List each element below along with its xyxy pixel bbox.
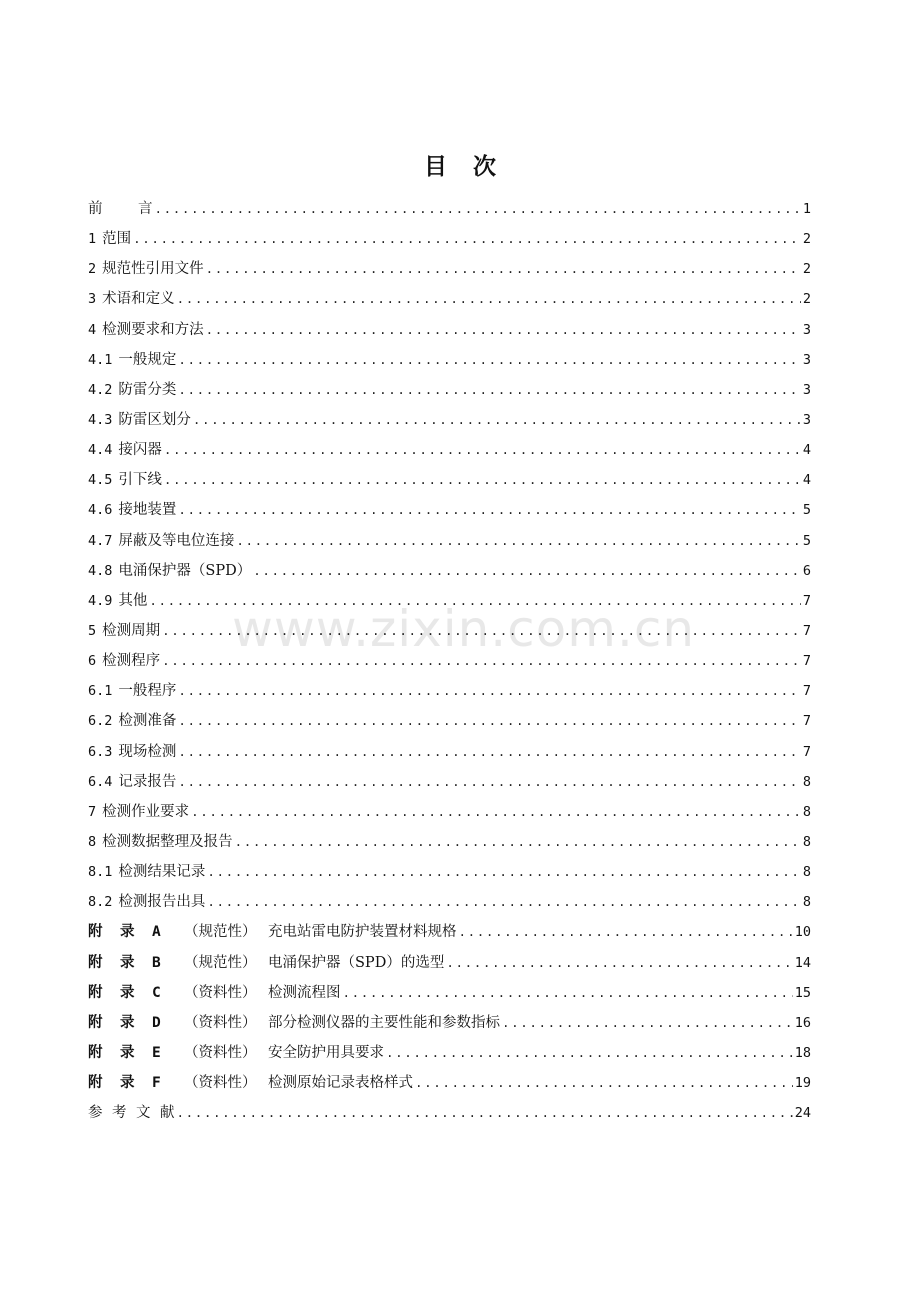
toc-entry-section[interactable] [88,857,811,887]
section-title: 检测报告出具 [118,894,206,911]
toc-entry-preface[interactable] [88,194,811,224]
section-number: 6.2 [88,713,113,730]
appendix-title: 充电站雷电防护装置材料规格 [268,924,457,941]
toc-entry-section[interactable] [88,737,811,767]
dot-leader [236,526,800,556]
toc-entry-appendix[interactable] [88,917,811,947]
toc-entry-label [88,917,457,947]
toc-page-number: 4 [802,442,811,459]
section-number: 4.6 [88,502,113,519]
toc-entry-appendix[interactable] [88,978,811,1008]
appendix-letter: F [152,1075,161,1092]
appendix-word-2: 录 [120,983,135,1001]
toc-entry-label [88,315,204,345]
toc-entry-section[interactable] [88,315,811,345]
toc-page-number: 7 [802,592,811,609]
dot-leader [178,737,800,767]
section-title: 术语和定义 [102,291,175,308]
toc-entry-label [88,224,131,254]
section-number: 4 [88,321,97,338]
toc-entry-label [88,556,251,586]
appendix-letter: A [152,924,161,941]
section-title: 引下线 [118,472,162,489]
toc-page-number: 15 [794,984,811,1001]
toc-entry-label [88,948,444,978]
section-title: 屏蔽及等电位连接 [118,532,235,549]
section-title: 其他 [118,592,148,609]
appendix-letter: C [152,984,161,1001]
appendix-word-1: 附 [88,1074,103,1092]
section-number: 5 [88,622,97,639]
section-number: 6.3 [88,743,113,760]
section-number: 6.1 [88,683,113,700]
appendix-title: 检测流程图 [268,984,341,1001]
toc-entry-appendix[interactable] [88,1068,811,1098]
toc-page-number: 3 [802,381,811,398]
dot-leader [207,887,800,917]
toc-entry-appendix[interactable] [88,948,811,978]
section-number: 6.4 [88,773,113,790]
toc-entry-label [88,978,341,1008]
title-char-2: 次 [473,154,496,180]
dot-leader [446,948,792,978]
toc-entry-label [88,586,147,616]
toc-entry-section[interactable] [88,646,811,676]
toc-entry-label [88,616,160,646]
table-of-contents [88,194,811,1128]
section-number: 6 [88,653,97,670]
dot-leader [177,284,801,314]
toc-page-number: 4 [802,472,811,489]
toc-entry-label [88,1038,384,1068]
dot-leader [206,254,801,284]
appendix-word-2: 录 [120,1074,135,1092]
section-title: 检测周期 [102,622,161,639]
toc-page-number: 18 [794,1044,811,1061]
section-number: 1 [88,231,97,248]
appendix-kind: （资料性） [184,1014,257,1031]
toc-page-number: 8 [802,894,811,911]
toc-entry-section[interactable] [88,767,811,797]
dot-leader [149,586,800,616]
dot-leader [155,194,801,224]
toc-page-number: 3 [802,351,811,368]
toc-entry-label [88,857,205,887]
appendix-title: 部分检测仪器的主要性能和参数指标 [268,1014,500,1031]
watermark: www.zixin.com.cn [232,600,696,658]
dot-leader [164,465,801,495]
appendix-title: 安全防护用具要求 [268,1044,384,1061]
toc-entry-section[interactable] [88,405,811,435]
appendix-kind: （规范性） [184,954,257,971]
toc-entry-label [88,827,233,857]
section-number: 4.4 [88,442,113,459]
dot-leader [162,646,801,676]
appendix-word-1: 附 [88,1043,103,1061]
section-title: 一般程序 [118,683,177,700]
dot-leader [253,556,801,586]
title-char-1: 目 [424,154,447,180]
toc-page-number: 2 [802,291,811,308]
toc-page-number: 8 [802,864,811,881]
appendix-kind: （规范性） [184,924,257,941]
appendix-kind: （资料性） [184,984,257,1001]
appendix-word-2: 录 [120,1013,135,1031]
dot-leader [206,315,801,345]
appendix-word-1: 附 [88,953,103,971]
dot-leader [178,495,800,525]
appendix-kind: （资料性） [184,1044,257,1061]
dot-leader [459,917,793,947]
toc-entry-section[interactable] [88,495,811,525]
section-number: 8.1 [88,864,113,881]
toc-page-number: 8 [802,803,811,820]
toc-entry-label: 前 言 [88,201,153,217]
appendix-title: 电涌保护器（SPD）的选型 [268,954,445,971]
toc-page-number: 19 [794,1075,811,1092]
toc-entry-section[interactable] [88,526,811,556]
toc-entry-label [88,797,189,827]
dot-leader [178,676,800,706]
toc-entry-section[interactable] [88,556,811,586]
toc-page-number: 14 [794,954,811,971]
section-title: 检测作业要求 [102,803,190,820]
appendix-word-1: 附 [88,983,103,1001]
toc-entry-label [88,495,176,525]
dot-leader [415,1068,793,1098]
appendix-kind: （资料性） [184,1075,257,1092]
toc-entry-section[interactable] [88,465,811,495]
toc-entry-label [88,767,176,797]
appendix-word-1: 附 [88,1013,103,1031]
section-number: 4.2 [88,381,113,398]
dot-leader [193,405,801,435]
toc-entry-section[interactable] [88,284,811,314]
toc-entry-section[interactable] [88,254,811,284]
toc-entry-label [88,737,176,767]
dot-leader [178,375,800,405]
toc-entry-section[interactable] [88,827,811,857]
toc-entry-label [88,284,175,314]
toc-page-number: 24 [794,1105,811,1122]
section-title: 防雷分类 [118,381,177,398]
toc-entry-label [88,345,176,375]
section-number: 7 [88,803,97,820]
section-number: 2 [88,261,97,278]
appendix-letter: D [152,1014,161,1031]
toc-entry-section[interactable] [88,345,811,375]
dot-leader [386,1038,793,1068]
toc-entry-label [88,254,204,284]
toc-entry-label [88,1068,413,1098]
section-title: 检测要求和方法 [102,321,204,338]
toc-entry-section[interactable] [88,435,811,465]
section-number: 4.3 [88,411,113,428]
toc-entry-label [88,405,191,435]
toc-entry-references[interactable] [88,1098,811,1128]
section-number: 4.8 [88,562,113,579]
toc-page-number: 1 [802,201,811,217]
appendix-word-2: 录 [120,923,135,941]
toc-entry-label [88,676,176,706]
section-title: 检测程序 [102,653,161,670]
toc-entry-section[interactable] [88,676,811,706]
dot-leader [177,1098,793,1128]
toc-entry-section[interactable] [88,706,811,736]
toc-entry-label [88,435,162,465]
section-title: 电涌保护器（SPD） [118,562,252,579]
section-number: 4.7 [88,532,113,549]
toc-entry-label [88,706,176,736]
toc-page-number: 7 [802,683,811,700]
toc-page-number: 3 [802,321,811,338]
toc-page-number: 2 [802,261,811,278]
toc-page-number: 8 [802,833,811,850]
toc-page-number: 6 [802,562,811,579]
toc-page-number: 10 [794,924,811,941]
toc-page-number: 5 [802,532,811,549]
dot-leader [162,616,801,646]
toc-entry-label [88,375,176,405]
toc-entry-section[interactable] [88,224,811,254]
section-title: 规范性引用文件 [102,261,204,278]
dot-leader [178,706,800,736]
toc-entry-section[interactable] [88,797,811,827]
toc-entry-label [88,526,234,556]
toc-page-number: 2 [802,231,811,248]
toc-page-number: 16 [794,1014,811,1031]
toc-entry-appendix[interactable] [88,1038,811,1068]
toc-page-number: 8 [802,773,811,790]
section-title: 记录报告 [118,773,177,790]
section-number: 3 [88,291,97,308]
toc-page-number: 7 [802,713,811,730]
dot-leader [235,827,801,857]
dot-leader [178,767,800,797]
page-title [0,148,920,181]
toc-entry-section[interactable] [88,586,811,616]
toc-entry-label [88,465,162,495]
toc-entry-section[interactable] [88,375,811,405]
section-number: 8 [88,833,97,850]
toc-entry-appendix[interactable] [88,1008,811,1038]
section-title: 范围 [102,231,132,248]
section-title: 现场检测 [118,743,177,760]
section-number: 4.9 [88,592,113,609]
section-title: 接闪器 [118,442,162,459]
toc-entry-section[interactable] [88,887,811,917]
toc-entry-label [88,646,160,676]
appendix-title: 检测原始记录表格样式 [268,1075,413,1092]
dot-leader [502,1008,793,1038]
section-number: 4.1 [88,351,113,368]
toc-entry-label [88,1008,500,1038]
section-title: 检测数据整理及报告 [102,833,233,850]
toc-entry-label: 参 考 文 献 [88,1105,175,1122]
appendix-word-1: 附 [88,923,103,941]
section-title: 一般规定 [118,351,177,368]
section-title: 检测准备 [118,713,177,730]
dot-leader [164,435,801,465]
section-number: 4.5 [88,472,113,489]
dot-leader [191,797,801,827]
section-title: 检测结果记录 [118,864,206,881]
dot-leader [343,978,793,1008]
toc-page-number: 7 [802,743,811,760]
appendix-letter: B [152,954,161,971]
dot-leader [207,857,800,887]
dot-leader [133,224,801,254]
section-number: 8.2 [88,894,113,911]
toc-entry-section[interactable] [88,616,811,646]
section-title: 接地装置 [118,502,177,519]
toc-page-number: 7 [802,622,811,639]
appendix-letter: E [152,1044,161,1061]
toc-entry-label [88,887,205,917]
toc-page-number: 5 [802,502,811,519]
appendix-word-2: 录 [120,1043,135,1061]
appendix-word-2: 录 [120,953,135,971]
toc-page-number: 3 [802,411,811,428]
toc-page-number: 7 [802,653,811,670]
dot-leader [178,345,800,375]
section-title: 防雷区划分 [118,411,191,428]
